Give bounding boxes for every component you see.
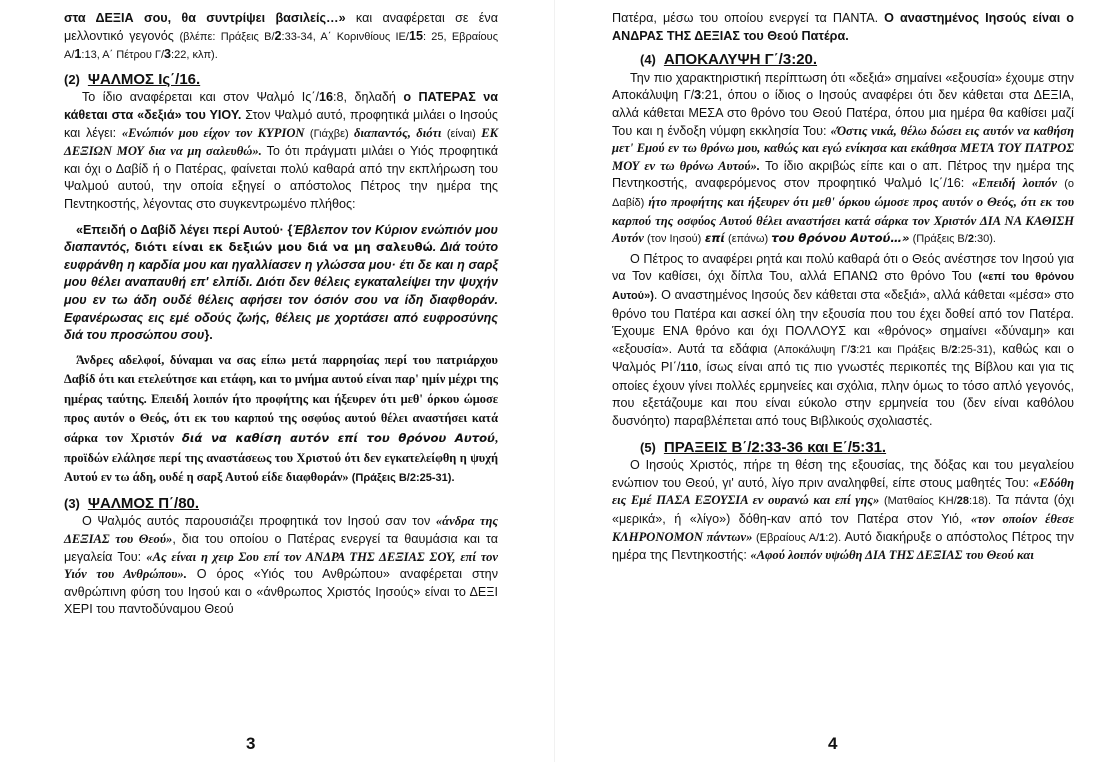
text-run: Ο Ιησούς Χριστός, πήρε τη θέση της εξουσίας, της δόξας και του μεγαλείου ενώπιον του Θεού, γι' αυτό, λίγο πριν αναληφθεί, είπε στους μαθητές Του:	[612, 458, 1074, 490]
text-run: (Αποκάλυψη Γ/	[773, 343, 851, 356]
left-intro	[64, 10, 498, 65]
section-title: ΨΑΛΜΟΣ Ις΄/16.	[87, 70, 201, 88]
section-number: (5)	[640, 439, 656, 455]
text-run: 2	[409, 472, 416, 485]
text-run: (Γιάχβε)	[309, 127, 349, 140]
text-run: :13, Α΄ Πέτρου Γ/	[81, 49, 165, 62]
text-run: «τον οποίον έθεσε ΚΛΗΡΟΝΟΜΟΝ πάντων»	[612, 512, 1074, 544]
text-run: 28	[956, 495, 970, 508]
text-run: Άνδρες αδελφοί, δύναμαι να σας είπω μετά παρρησίας περί του πατριάρχου Δαβίδ ότι και ετελεύτησε και ετάφη, και το μνήμα αυτού είναι παρ' ημίν μέχρι της ημέρας ταύτης. Επειδή λοιπόν ήτο προφήτης και ήξευρεν ότι μεθ' όρκου ώμοσε προς αυτόν ο Θεός, ότι εκ του καρπού της οσφύος αυτού θέλει αναστήσει κατά σάρκα τον Χριστόν	[64, 352, 498, 446]
text-run: «Εδόθη εις Εμέ ΠΑΣΑ ΕΞΟΥΣΙΑ εν ουρανώ και επί γης»	[612, 475, 1074, 508]
text-run: :33-34, Α΄ Κορινθίους ΙΕ/	[281, 30, 409, 43]
text-run: 2	[951, 343, 958, 356]
text-run: 15	[408, 28, 423, 43]
text-run: Στον Ψαλμό αυτό, προφητικά μιλάει ο Ιησούς και λέγει:	[64, 107, 498, 140]
text-run: (Πράξεις Β/	[909, 233, 968, 246]
text-run: 2	[274, 28, 282, 43]
text-run: Την πιο χαρακτηριστική περίπτωση ότι «δεξιά» σημαίνει «εξουσία» έχουμε στην Αποκάλυψη Γ/	[612, 70, 1074, 103]
text-run: Πατέρα, μέσω του οποίου ενεργεί τα ΠΑΝΤΑ.	[612, 11, 885, 25]
text-run: 1	[74, 47, 82, 62]
text-run: «Επειδή λοιπόν	[971, 176, 1065, 191]
text-run: 3	[164, 47, 172, 62]
text-run: :2).	[825, 531, 842, 544]
text-run: 3	[694, 88, 702, 103]
text-run: , δια του οποίου ο Πατέρας ενεργεί τα θαυμάσια και τα μεγαλεία Του:	[64, 532, 498, 564]
text-run: «Επειδή ο Δαβίδ λέγει περί Αυτού· {	[76, 222, 293, 237]
acts-quote-1	[64, 222, 498, 345]
section-heading-revelation	[612, 51, 1074, 69]
text-run: «άνδρα της ΔΕΞΙΑΣ του Θεού»	[64, 514, 498, 547]
section-number: (2)	[64, 71, 80, 87]
text-run: :25-31).	[416, 472, 455, 485]
text-run: (βλέπε: Πράξεις Β/	[179, 30, 275, 43]
text-run: Έβλεπον τον Κύριον ενώπιόν μου διαπαντός,	[64, 222, 499, 255]
right-intro	[612, 10, 1074, 45]
text-run: : 25, Εβραίους Α/	[64, 30, 498, 62]
text-run: (Πράξεις Β/	[351, 472, 410, 485]
acts-paragraph	[612, 457, 1074, 565]
psalm-80-paragraph	[64, 513, 498, 619]
text-run: (τον Ιησού)	[647, 233, 702, 246]
text-run: . Διά τούτο ευφράνθη η καρδία μου και ηγαλλίασεν η γλώσσα μου· έτι δε και η σαρξ μου θέλει αναπαυθή επ' ελπίδι. Διότι δεν θέλεις εγκαταλείψει την ψυχήν μου εν τω άδη ουδέ θέλεις αφήσει τον όσιόν σου να ίδη διαφθοράν. Εφανέρωσας εις εμέ οδούς ζωής, θέλεις με χορτάσει από ευφροσύνης διά του προσώπου σου	[64, 240, 499, 343]
text-run: Ο Ψαλμός αυτός παρουσιάζει προφητικά τον Ιησού σαν τον	[82, 514, 436, 529]
text-run: Αυτό διακήρυξε ο απόστολος Πέτρος την ημέρα της Πεντηκοστής:	[612, 529, 1074, 563]
section-title: ΨΑΛΜΟΣ Π΄/80.	[87, 494, 200, 512]
text-run: «Ενώπιόν μου είχον τον ΚΥΡΙΟΝ	[121, 125, 310, 140]
text-run: (Εβραίους Α/	[752, 531, 820, 544]
text-run: 110	[680, 362, 699, 375]
text-run: , ίσως είναι από τις πιο γνωστές περικοπές της Βίβλου και για τις οποίες έχουν γίνει πολλές ερμηνείες και σχόλια, πλην όμως το τόσο απλό γεγονός, που εξετάζουμε και που είναι εύκολο στην ερμηνεία του (δεν είναι καθόλου δυσνόητο) παραβλέπεται από τους Βιβλικούς σχολιαστές.	[612, 360, 1074, 429]
text-run: και αναφέρεται σε ένα μελλοντικό γεγονός	[64, 11, 498, 43]
section-heading-psalm-16	[64, 71, 498, 89]
text-run: «Όστις νικά, θέλω δώσει εις αυτόν να καθήση μετ' Εμού εν τω θρόνω μου, καθώς και εγώ ενίκησα και εκάθησα ΜΕΤΑ ΤΟΥ ΠΑΤΡΟΣ ΜΟΥ εν τω θρόνω Αυτού».	[612, 123, 1074, 173]
text-run: (είναι)	[446, 127, 476, 140]
left-page	[64, 10, 498, 619]
text-run: }.	[204, 328, 213, 343]
text-run: :25-31)	[957, 343, 993, 356]
page-fold	[554, 0, 555, 762]
text-run: ΕΚ ΔΕΞΙΩΝ ΜΟΥ δια να μη σαλευθώ».	[64, 125, 498, 159]
text-run: (Ματθαίος ΚΗ/	[879, 495, 957, 508]
text-run: διαπαντός, διότι	[348, 125, 447, 140]
page-number-right: 4	[828, 734, 838, 753]
text-run: επί	[704, 231, 725, 246]
section-heading-psalm-80	[64, 495, 498, 513]
text-run: («επί του θρόνου Αυτού»)	[612, 271, 1074, 302]
text-run: διότι είναι εκ δεξιών μου διά να μη σαλευθώ	[134, 240, 433, 255]
text-run: Τα πάντα (όχι «μερικά», ή «λίγο») δόθη-καν από τον Πατέρα στον Υιό,	[612, 493, 1074, 527]
text-run: (επάνω)	[724, 233, 772, 246]
text-run: Ο όρος «Υιός του Ανθρώπου» αναφέρεται στην ανθρώπινη φύση του Ιησού και ο «άνθρωπος Χριστός Ιησούς» είναι το ΔΕΞΙ ΧΕΡΙ του παντοδύναμου Θεού	[64, 567, 498, 617]
acts-quote-2	[64, 351, 498, 489]
text-run: :8, δηλαδή	[333, 90, 404, 105]
text-run: 2	[967, 233, 974, 246]
text-run: Το ίδιο αναφέρεται και στον Ψαλμό Ις΄/	[82, 90, 320, 105]
text-run: :21, όπου ο ίδιος ο Ιησούς αναφέρει ότι δεν κάθεται στα ΔΕΞΙΑ, αλλά κάθεται ΜΕΣΑ στο θρόνο του Θεού Πατέρα, όπου μια ημέρα θα καθίσει μαζί Του και η ένδοξη νύμφη εκκλησία Του:	[612, 88, 1074, 138]
section-number: (3)	[64, 495, 80, 511]
text-run: Ο αναστημένος Ιησούς είναι ο ΑΝΔΡΑΣ ΤΗΣ ΔΕΞΙΑΣ του Θεού Πατέρα.	[612, 11, 1074, 43]
text-run: στα ΔΕΞΙΑ σου, θα συντρίψει βασιλείς…»	[64, 11, 346, 25]
page-number-left: 3	[246, 734, 256, 753]
text-run: ήτο προφήτης και ήξευρεν ότι μεθ' όρκου ώμοσε προς αυτόν ο Θεός, ότι εκ του καρπού της οσφύος Αυτού θέλει αναστήσει κατά σάρκα τον Χριστόν ΔΙΑ ΝΑ ΚΑΘΙΣΗ Αυτόν	[612, 194, 1074, 246]
text-run: «Ας είναι η χειρ Σου επί τον ΑΝΔΡΑ ΤΗΣ ΔΕΞΙΑΣ ΣΟΥ, επί τον Υιόν του Ανθρώπου».	[64, 549, 498, 582]
text-run: :21 και Πράξεις Β/	[856, 343, 952, 356]
section-title: ΠΡΑΞΕΙΣ Β΄/2:33-36 και Ε΄/5:31.	[663, 438, 887, 456]
section-heading-acts	[612, 439, 1074, 457]
psalm-16-paragraph	[64, 89, 498, 213]
text-run: , προϊδών ελάλησε περί της αναστάσεως του Χριστού ότι δεν εγκατελείφθη η ψυχή Αυτού εν τω άδη, ουδέ η σαρξ Αυτού είδε διαφθοράν»	[64, 431, 498, 485]
text-run: διά να καθίση αυτόν επί του θρόνου Αυτού	[181, 431, 495, 446]
text-run: «Αφού λοιπόν υψώθη ΔΙΑ ΤΗΣ ΔΕΞΙΑΣ του Θεού και	[750, 548, 1034, 563]
text-run: , καθώς και ο Ψαλμός ΡΙ΄/	[612, 341, 1074, 375]
section-title: ΑΠΟΚΑΛΥΨΗ Γ΄/3:20.	[663, 51, 818, 69]
text-run: :18).	[969, 495, 992, 508]
text-run: 16	[319, 90, 334, 105]
text-run: 1	[819, 531, 826, 544]
text-run: :22, κλπ).	[171, 49, 218, 62]
section-number: (4)	[640, 52, 656, 68]
peter-paragraph	[612, 251, 1074, 431]
text-run: :30).	[973, 233, 996, 246]
text-run: (ο Δαβίδ)	[612, 178, 1074, 209]
text-run: ο ΠΑΤΕΡΑΣ να κάθεται στα «δεξιά» του ΥΙΟΥ.	[64, 90, 498, 122]
text-run: Το ότι πράγματι μιλάει ο Υιός προφητικά και όχι ο Δαβίδ ή ο Πατέρας, φαίνεται πολύ καθαρά από την εκπλήρωση του Ψαλμού αυτού, την οποία εξηγεί ο απόστολος Πέτρος την ημέρα της Πεντηκοστής, λέγοντας στο συγκεντρωμένο πλήθος:	[64, 144, 498, 211]
text-run: 3	[850, 343, 857, 356]
text-run: του θρόνου Αυτού…»	[771, 231, 910, 246]
text-run: Το ίδιο ακριβώς είπε και ο απ. Πέτρος την ημέρα της Πεντηκοστής, αναφερόμενος στον προφητικό Ψαλμό Ις΄/16:	[612, 158, 1075, 191]
right-page	[612, 10, 1074, 565]
revelation-paragraph	[612, 70, 1074, 249]
text-run: . Ο αναστημένος Ιησούς δεν κάθεται στα «δεξιά», αλλά κάθεται «μέσα» στο θρόνο του Πατέρα και ασκεί όλη την εξουσία που του έχει δοθεί από τον Πατέρα. Έχουμε ΕΝΑ θρόνο και όχι ΠΟΛΛΟΥΣ και «θρόνος» σημαίνει «δύναμη» και «εξουσία». Αυτά τα εδάφια	[612, 287, 1074, 356]
text-run: Ο Πέτρος το αναφέρει ρητά και πολύ καθαρά ότι ο Θεός ανέστησε τον Ιησού για να Τον καθίσει, όχι δίπλα Του, αλλά ΕΠΑΝΩ στο θρόνο Του	[612, 251, 1074, 284]
